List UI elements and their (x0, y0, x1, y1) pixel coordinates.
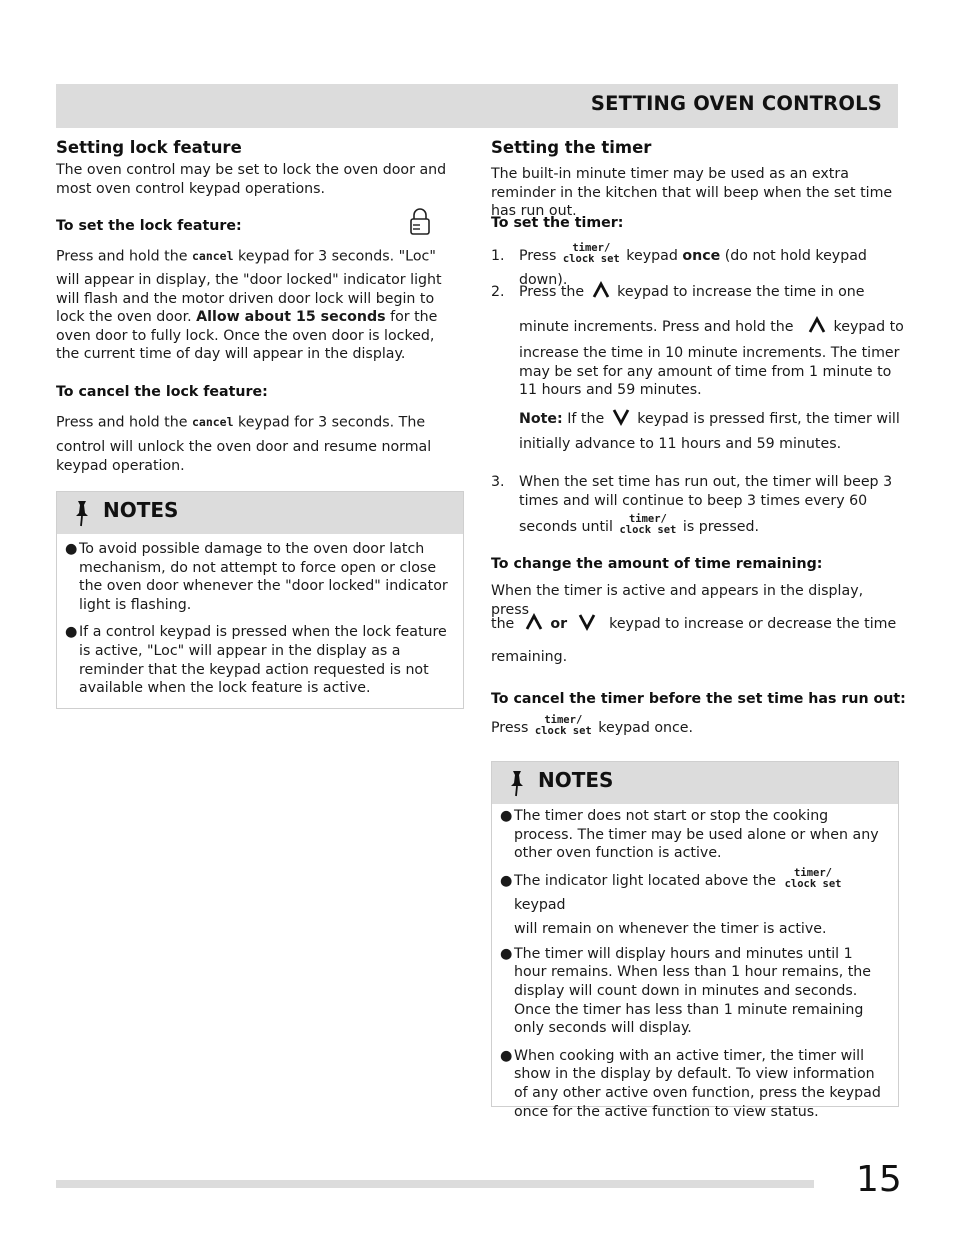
timer-heading: Setting the timer (491, 138, 652, 157)
note-text: The indicator light located above the (514, 872, 777, 889)
up-arrow-icon (592, 281, 610, 299)
note-text: will remain on whenever the timer is active. (514, 920, 827, 937)
note-item (59, 623, 455, 697)
note-text: The timer does not start or stop the cooking process. The timer may be used alone or when any other oven function is active. (514, 808, 879, 862)
change-time-subheading: To change the amount of time remaining: (491, 556, 823, 572)
cancel-lock-instruction-line (56, 413, 461, 432)
step-number: 2. (491, 284, 505, 300)
cancel-key-icon: cancel (191, 249, 234, 263)
up-arrow-icon (808, 316, 826, 334)
cancel-lock-description: control will unlock the oven door and resume normal keypad operation. (56, 439, 432, 474)
step2-text-a: Press the (519, 284, 585, 300)
set-lock-desc-a: will appear in display, the "door locked" indicator light will flash and the motor driven door lock will begin to lock the oven door. (56, 272, 442, 326)
change-text-b: keypad to increase or decrease the time (609, 616, 897, 632)
bullet-icon: ● (65, 624, 78, 641)
set-lock-desc-b: for the oven door to fully lock. Once the oven door is locked, the current time of day will appear in the display. (56, 309, 438, 363)
note-text: The timer will display hours and minutes until 1 hour remains. When less than 1 hour remains, the display will count down in minutes and seconds. Once the timer has less than 1 minute remaining only seconds will display. (514, 945, 872, 1037)
set-timer-subheading: To set the timer: (491, 215, 624, 231)
bullet-icon: ● (500, 872, 513, 889)
note-text: When cooking with an active timer, the timer will show in the display by default. To view information of any other active oven function, press the keypad once for the active function to view status. (514, 1047, 881, 1120)
bullet-icon: ● (500, 945, 513, 962)
note-text: To avoid possible damage to the oven door latch mechanism, do not attempt to force open or close the oven door whenever the "door locked" indicator light is flashing. (79, 541, 448, 613)
timer-clock-set-key-icon: timer/ clock set (619, 513, 677, 536)
cancel-lock-text-b: keypad for 3 seconds. The (238, 414, 426, 431)
notes-title: NOTES (103, 498, 179, 522)
note-item (59, 540, 455, 614)
note-item (494, 945, 888, 1038)
timer-note-line-1 (519, 407, 919, 431)
step2-text-d: keypad to (833, 319, 904, 335)
pushpin-icon (71, 499, 93, 527)
lock-feature-heading: Setting lock feature (56, 138, 242, 157)
step3-text-c: is pressed. (682, 519, 760, 535)
cancel-timer-text-b: keypad once. (598, 720, 694, 736)
step-3-line-2 (519, 515, 919, 539)
note-text: keypad (514, 896, 566, 913)
timer-clock-set-key-icon: timer/ clock set (562, 242, 620, 265)
set-lock-subheading: To set the lock feature: (56, 218, 242, 234)
bullet-icon: ● (500, 808, 513, 824)
step2-text-c: minute increments. Press and hold the (519, 319, 794, 335)
lock-icon (408, 206, 432, 236)
change-time-line-1: When the timer is active and appears in the display, press (491, 583, 864, 618)
note-item (494, 866, 888, 941)
set-lock-text-b: keypad for 3 seconds. "Loc" (238, 248, 436, 265)
section-title: SETTING OVEN CONTROLS (590, 92, 882, 115)
set-lock-desc-bold: Allow about 15 seconds (196, 309, 386, 326)
notes-header (57, 492, 463, 534)
timer-note-line-2: initially advance to 11 hours and 59 minutes. (519, 436, 842, 452)
step-2-line-2 (519, 315, 919, 339)
lock-notes-box (56, 491, 464, 709)
note-text: If a control keypad is pressed when the lock feature is active, "Loc" will appear in the display as a reminder that the keypad action requested is not available when the lock feature is active. (79, 624, 447, 697)
cancel-key-icon: cancel (191, 415, 234, 429)
footer-bar (56, 1180, 814, 1188)
note-text-a: If the (567, 411, 605, 427)
note-item (494, 1047, 888, 1121)
notes-header (492, 762, 898, 804)
change-time-line-3: remaining. (491, 649, 568, 665)
change-text-the: the (491, 616, 515, 632)
section-header-bar (56, 84, 898, 128)
note-item (494, 807, 888, 863)
step2-text-b: keypad to increase the time in one (617, 284, 865, 300)
timer-intro: The built-in minute timer may be used as an extra reminder in the kitchen that will beep when the set time has run out. (491, 166, 893, 220)
timer-notes-box (491, 761, 899, 1120)
step1-text-c: (do not hold keypad down). (519, 248, 867, 288)
cancel-lock-subheading: To cancel the lock feature: (56, 384, 268, 400)
cancel-timer-line (491, 716, 903, 740)
step1-text-a: Press (519, 248, 557, 264)
step3-text-b: seconds until (519, 519, 613, 535)
step1-bold: once (682, 248, 721, 264)
up-arrow-icon (525, 613, 543, 631)
pushpin-icon (506, 769, 528, 797)
step1-text-b: keypad (626, 248, 678, 264)
timer-clock-set-key-icon: timer/ clock set (534, 714, 592, 737)
notes-title: NOTES (538, 768, 614, 792)
timer-clock-set-key-icon: timer/ clock set (784, 866, 842, 890)
page-number: 15 (856, 1159, 902, 1200)
bullet-icon: ● (65, 541, 78, 557)
step-3-text: When the set time has run out, the timer will beep 3 times and will continue to beep 3 times every 60 (519, 474, 893, 509)
bullet-icon: ● (500, 1047, 513, 1064)
set-lock-text-a: Press and hold the (56, 248, 188, 265)
down-arrow-icon (612, 408, 630, 426)
cancel-timer-subheading: To cancel the timer before the set time has run out: (491, 691, 906, 707)
note-label: Note: (519, 411, 563, 427)
step-2-line-1 (519, 280, 919, 304)
lock-feature-intro: The oven control may be set to lock the oven door and most oven control keypad operations. (56, 162, 447, 197)
cancel-lock-text-a: Press and hold the (56, 414, 188, 431)
set-lock-instruction-line (56, 247, 461, 266)
cancel-timer-text-a: Press (491, 720, 529, 736)
set-lock-description (56, 271, 461, 364)
step-2-description: increase the time in 10 minute increments. The timer may be set for any amount of time from 1 minute to 11 hours and 59 minutes. (519, 345, 900, 399)
down-arrow-icon (578, 613, 596, 631)
note-text-b: keypad is pressed first, the timer will (637, 411, 900, 427)
step-number: 3. (491, 474, 505, 490)
change-text-or: or (550, 616, 568, 632)
change-time-line-2 (491, 612, 903, 636)
step-number: 1. (491, 248, 505, 264)
